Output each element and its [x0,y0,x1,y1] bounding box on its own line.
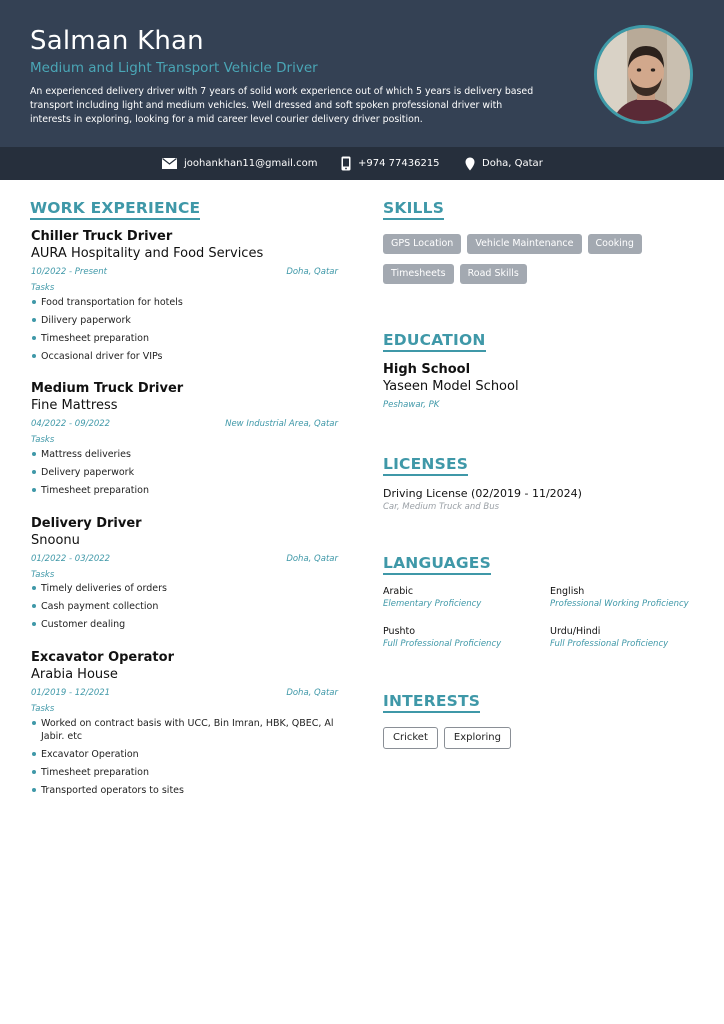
interests-list [383,727,517,749]
language-level: Full Professional Proficiency [550,639,669,649]
job-dates: 01/2022 - 03/2022 [31,554,111,564]
language-level: Professional Working Proficiency [550,599,689,609]
phone-text: +974 77436215 [358,158,440,169]
education-degree: High School [383,362,471,377]
task-item: Food transportation for hotels [31,296,346,309]
job-task-list [31,582,346,636]
task-item: Cash payment collection [31,600,346,613]
contact-phone[interactable] [341,147,440,180]
section-title-work: WORK EXPERIENCE [30,199,200,220]
language-item [383,586,481,609]
task-item: Worked on contract basis with UCC, Bin Imran, HBK, QBEC, Al Jabir. etc [31,717,346,743]
job-dates: 04/2022 - 09/2022 [31,419,111,429]
job-tasks-label: Tasks [31,435,55,445]
language-item [550,626,668,649]
job-task-list [31,717,346,802]
job-dates: 10/2022 - Present [31,267,108,277]
envelope-icon [162,158,177,169]
section-title-skills: SKILLS [383,199,444,220]
education-school: Yaseen Model School [383,379,519,394]
skill-chip: Road Skills [460,264,527,284]
task-item: Timesheet preparation [31,484,346,497]
job-dates: 01/2019 - 12/2021 [31,688,111,698]
job-title: Excavator Operator [31,650,174,665]
candidate-role: Medium and Light Transport Vehicle Driver [30,60,318,76]
job-company: Fine Mattress [31,398,118,413]
task-item: Mattress deliveries [31,448,346,461]
job-title: Chiller Truck Driver [31,229,173,244]
section-title-languages: LANGUAGES [383,554,491,575]
section-title-licenses: LICENSES [383,455,468,476]
section-title-interests: INTERESTS [383,692,480,713]
contact-location [465,147,543,180]
resume-header [0,0,724,147]
skill-chip: Timesheets [383,264,454,284]
language-item [550,586,689,609]
task-item: Timesheet preparation [31,766,346,779]
location-pin-icon [465,157,475,171]
skill-chip: GPS Location [383,234,461,254]
skill-chip: Vehicle Maintenance [467,234,581,254]
language-level: Full Professional Proficiency [383,639,502,649]
education-location: Peshawar, PK [383,400,440,410]
section-title-education: EDUCATION [383,331,486,352]
job-task-list [31,448,346,502]
email-text: joohankhan11@gmail.com [184,158,318,169]
job-tasks-label: Tasks [31,570,55,580]
skills-list [383,234,683,294]
language-level: Elementary Proficiency [383,599,482,609]
task-item: Timely deliveries of orders [31,582,346,595]
skill-chip: Cooking [588,234,642,254]
task-item: Occasional driver for VIPs [31,350,346,363]
job-company: Snoonu [31,533,80,548]
phone-icon [341,156,351,171]
language-name: Pushto [383,626,416,637]
profile-photo [594,25,693,124]
task-item: Dilivery paperwork [31,314,346,327]
candidate-name: Salman Khan [30,26,204,56]
job-location: New Industrial Area, Qatar [225,419,338,429]
profile-summary: An experienced delivery driver with 7 years of solid work experience out of which 5 years is delivery based transport including light and medium vehicles. Well dressed and soft spoken professional driver with interests in exploring, looking for a mid career level courier delivery driver position. [30,86,534,125]
job-company: Arabia House [31,667,118,682]
location-text: Doha, Qatar [482,158,543,169]
task-item: Transported operators to sites [31,784,346,797]
job-company: AURA Hospitality and Food Services [31,246,264,261]
job-task-list [31,296,346,368]
license-name: Driving License (02/2019 - 11/2024) [383,487,582,500]
task-item: Customer dealing [31,618,346,631]
job-tasks-label: Tasks [31,283,55,293]
contact-email[interactable] [162,147,317,180]
language-item [383,626,501,649]
language-name: English [550,586,585,597]
language-name: Urdu/Hindi [550,626,601,637]
job-title: Delivery Driver [31,516,142,531]
job-location: Doha, Qatar [286,267,338,277]
license-description: Car, Medium Truck and Bus [383,502,500,512]
job-location: Doha, Qatar [286,688,338,698]
interest-chip: Exploring [444,727,511,749]
job-title: Medium Truck Driver [31,381,184,396]
task-item: Excavator Operation [31,748,346,761]
job-location: Doha, Qatar [286,554,338,564]
language-name: Arabic [383,586,414,597]
task-item: Timesheet preparation [31,332,346,345]
job-tasks-label: Tasks [31,704,55,714]
contact-bar [0,147,724,180]
interest-chip: Cricket [383,727,438,749]
task-item: Delivery paperwork [31,466,346,479]
